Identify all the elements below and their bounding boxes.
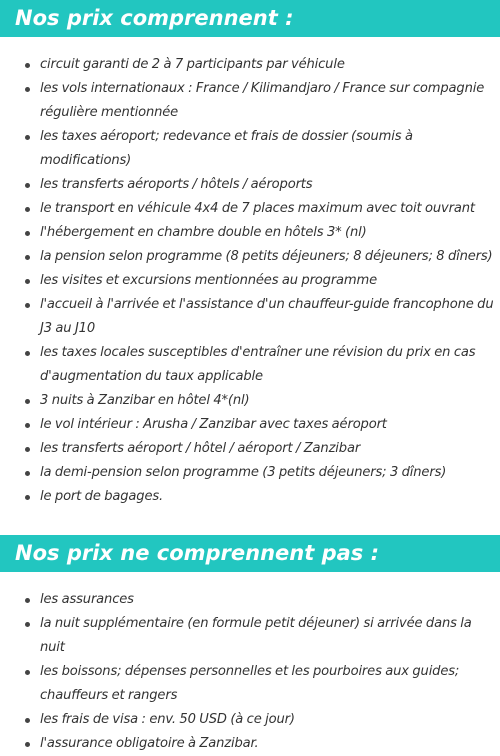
list-item-text: le transport en véhicule 4x4 de 7 places maximum avec toit ouvrant	[40, 201, 475, 216]
bullet-icon	[25, 303, 30, 308]
list-item	[0, 245, 500, 269]
list-item-text: les frais de visa : env. 50 USD (à ce jour)	[40, 712, 295, 727]
list-item-text: les transferts aéroport / hôtel / aéroport / Zanzibar	[40, 441, 361, 456]
bullet-icon	[25, 255, 30, 260]
bullet-icon	[25, 279, 30, 284]
list-item	[0, 77, 500, 125]
list-item	[0, 389, 500, 413]
bullet-icon	[25, 183, 30, 188]
bullet-icon	[25, 471, 30, 476]
list-item	[0, 612, 500, 660]
list-item-text: la pension selon programme (8 petits déjeuners; 8 déjeuners; 8 dîners)	[40, 249, 493, 264]
list-item	[0, 269, 500, 293]
bullet-icon	[25, 399, 30, 404]
list-item-text: l'assurance obligatoire à Zanzibar.	[40, 736, 259, 751]
excluded-section-title: Nos prix ne comprennent pas :	[0, 535, 500, 572]
bullet-icon	[25, 63, 30, 68]
list-item	[0, 197, 500, 221]
list-item-text: la nuit supplémentaire (en formule petit déjeuner) si arrivée dans la nuit	[40, 616, 472, 655]
list-item-text: les assurances	[40, 592, 134, 607]
list-item-text: l'hébergement en chambre double en hôtels 3* (nl)	[40, 225, 367, 240]
list-item	[0, 437, 500, 461]
bullet-icon	[25, 670, 30, 675]
list-item-text: le vol intérieur : Arusha / Zanzibar avec taxes aéroport	[40, 417, 387, 432]
list-item	[0, 708, 500, 732]
list-item-text: les boissons; dépenses personnelles et les pourboires aux guides; chauffeurs et rangers	[40, 664, 460, 703]
list-item	[0, 413, 500, 437]
list-item-text: les vols internationaux : France / Kilimandjaro / France sur compagnie régulière mentionnée	[40, 81, 485, 120]
list-item	[0, 221, 500, 245]
bullet-icon	[25, 423, 30, 428]
list-item	[0, 173, 500, 197]
list-item	[0, 293, 500, 341]
list-item-text: 3 nuits à Zanzibar en hôtel 4*(nl)	[40, 393, 250, 408]
list-item-text: les visites et excursions mentionnées au programme	[40, 273, 378, 288]
bullet-icon	[25, 622, 30, 627]
list-item	[0, 53, 500, 77]
included-section-title: Nos prix comprennent :	[0, 0, 500, 37]
list-item-text: la demi-pension selon programme (3 petits déjeuners; 3 dîners)	[40, 465, 447, 480]
excluded-list	[0, 588, 500, 756]
bullet-icon	[25, 351, 30, 356]
list-item	[0, 660, 500, 708]
bullet-icon	[25, 718, 30, 723]
bullet-icon	[25, 207, 30, 212]
bullet-icon	[25, 135, 30, 140]
included-list	[0, 53, 500, 509]
list-item	[0, 485, 500, 509]
list-item-text: les taxes aéroport; redevance et frais de dossier (soumis à modifications)	[40, 129, 413, 168]
list-item-text: circuit garanti de 2 à 7 participants par véhicule	[40, 57, 345, 72]
bullet-icon	[25, 598, 30, 603]
bullet-icon	[25, 742, 30, 747]
list-item	[0, 461, 500, 485]
bullet-icon	[25, 495, 30, 500]
list-item-text: le port de bagages.	[40, 489, 164, 504]
list-item-text: les transferts aéroports / hôtels / aéroports	[40, 177, 313, 192]
bullet-icon	[25, 231, 30, 236]
list-item	[0, 588, 500, 612]
list-item	[0, 125, 500, 173]
bullet-icon	[25, 447, 30, 452]
list-item	[0, 732, 500, 756]
list-item	[0, 341, 500, 389]
list-item-text: l'accueil à l'arrivée et l'assistance d'un chauffeur-guide francophone du J3 au J10	[40, 297, 494, 336]
list-item-text: les taxes locales susceptibles d'entraîner une révision du prix en cas d'augmentation du taux applicable	[40, 345, 476, 384]
bullet-icon	[25, 87, 30, 92]
